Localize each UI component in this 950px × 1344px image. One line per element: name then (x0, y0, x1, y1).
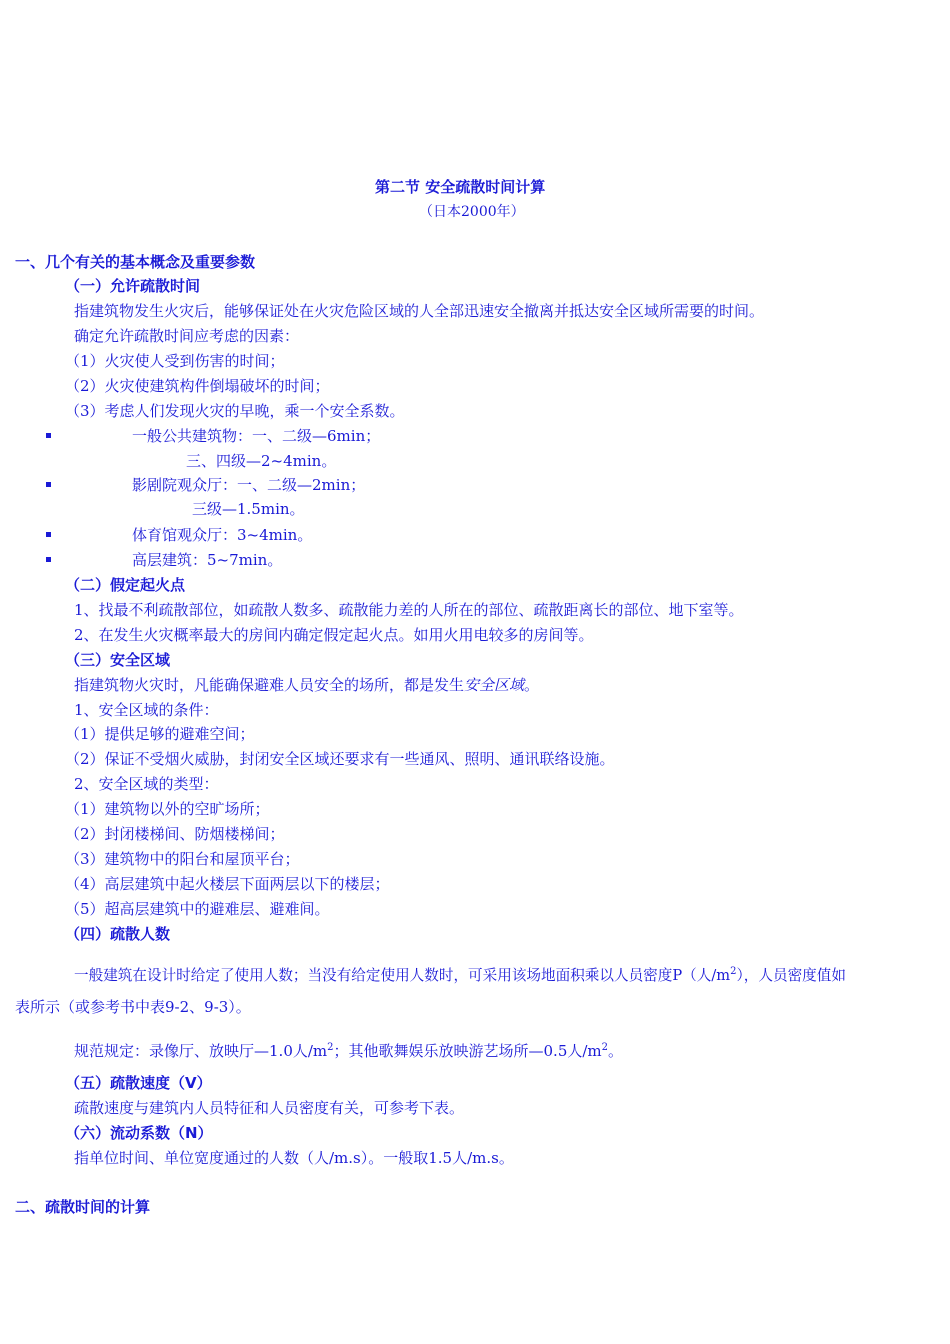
bullet-item: 高层建筑：5~7min。 (132, 551, 283, 569)
emphasis-term: 安全区域 (464, 676, 525, 694)
bullet-item: 影剧院观众厅：一、二级—2min； (132, 476, 366, 494)
list-item: （2）保证不受烟火威胁，封闭安全区域还要求有一些通风、照明、通讯联络设施。 (65, 750, 615, 768)
section-heading: 一、几个有关的基本概念及重要参数 (15, 253, 256, 271)
subsection-heading: （二）假定起火点 (65, 576, 186, 594)
subsection-heading: （一）允许疏散时间 (65, 277, 201, 295)
list-item: （2）火灾使建筑构件倒塌破坏的时间； (65, 377, 330, 395)
list-item: （5）超高层建筑中的避难层、避难间。 (65, 900, 330, 918)
subsection-heading: （四）疏散人数 (65, 925, 171, 943)
list-item: （4）高层建筑中起火楼层下面两层以下的楼层； (65, 875, 390, 893)
paragraph: 指建筑物发生火灾后，能够保证处在火灾危险区域的人全部迅速安全撤离并抵达安全区域所需要的时间。 (74, 302, 765, 320)
paragraph: 1、找最不利疏散部位，如疏散人数多、疏散能力差的人所在的部位、疏散距离长的部位、地下室等。 (74, 601, 744, 619)
bullet-item: 一般公共建筑物：一、二级—6min； (132, 427, 381, 445)
paragraph: 指单位时间、单位宽度通过的人数（人/m.s）。一般取1.5人/m.s。 (74, 1149, 514, 1167)
paragraph: 2、在发生火灾概率最大的房间内确定假定起火点。如用火用电较多的房间等。 (74, 626, 594, 644)
page-subtitle: （日本2000年） (419, 204, 525, 220)
list-heading: 1、安全区域的条件： (74, 701, 219, 719)
list-heading: 2、安全区域的类型： (74, 775, 219, 793)
list-item: （3）建筑物中的阳台和屋顶平台； (65, 850, 300, 868)
paragraph: 疏散速度与建筑内人员特征和人员密度有关，可参考下表。 (74, 1099, 465, 1117)
section-heading: 二、疏散时间的计算 (15, 1198, 151, 1216)
bullet-icon (46, 433, 51, 438)
paragraph: 指建筑物火灾时，凡能确保避难人员安全的场所，都是发生安全区域。 (74, 676, 540, 694)
subsection-heading: （五）疏散速度（V） (65, 1074, 212, 1092)
subsection-heading: （六）流动系数（N） (65, 1124, 213, 1142)
bullet-item-continued: 三级—1.5min。 (192, 500, 305, 518)
paragraph: 确定允许疏散时间应考虑的因素： (74, 327, 300, 345)
bullet-item-continued: 三、四级—2~4min。 (186, 452, 337, 470)
paragraph: 一般建筑在设计时给定了使用人数；当没有给定使用人数时，可采用该场地面积乘以人员密度P（人$/m^2$），人员密度值如 (74, 966, 846, 984)
bullet-icon (46, 532, 51, 537)
page-title: 第二节 安全疏散时间计算 (375, 178, 546, 196)
bullet-icon (46, 557, 51, 562)
list-item: （1）建筑物以外的空旷场所； (65, 800, 270, 818)
bullet-icon (46, 482, 51, 487)
list-item: （1）火灾使人受到伤害的时间； (65, 352, 285, 370)
list-item: （1）提供足够的避难空间； (65, 725, 255, 743)
list-item: （2）封闭楼梯间、防烟楼梯间； (65, 825, 285, 843)
list-item: （3）考虑人们发现火灾的早晚，乘一个安全系数。 (65, 402, 405, 420)
bullet-item: 体育馆观众厅：3~4min。 (132, 526, 313, 544)
subsection-heading: （三）安全区域 (65, 651, 171, 669)
paragraph-continued: 表所示（或参考书中表9-2、9-3）。 (15, 998, 251, 1016)
paragraph: 规范规定：录像厅、放映厅—1.0人$/m^2$；其他歌舞娱乐放映游艺场所—0.5人$/m^2$。 (74, 1042, 624, 1060)
